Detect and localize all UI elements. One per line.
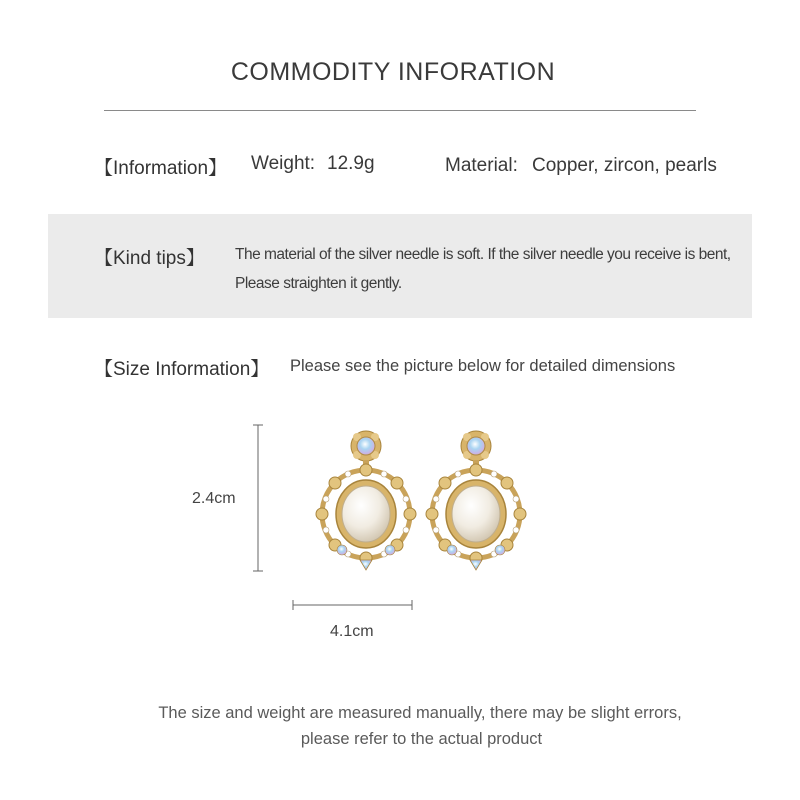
height-dimension-label: 2.4cm (192, 490, 236, 507)
height-dimension-line (250, 424, 266, 574)
width-dimension-line (292, 598, 414, 612)
kind-tips-line-2: Please straighten it gently. (235, 275, 402, 292)
left-earring (316, 431, 416, 570)
material-label: Material: (445, 155, 518, 176)
kind-tips-line-1: The material of the silver needle is soft. If the silver needle you receive is bent, (235, 246, 731, 263)
page-title: COMMODITY INFORATION (230, 58, 556, 86)
size-information-label: 【Size Information】 (94, 359, 270, 380)
weight-label: Weight: (251, 153, 316, 174)
right-earring (426, 431, 526, 570)
earrings-product-image (300, 420, 540, 580)
material-value: Copper, zircon, pearls (532, 155, 717, 176)
kind-tips-label: 【Kind tips】 (94, 248, 205, 269)
title-divider (104, 110, 696, 111)
footer-note-line-1: The size and weight are measured manually, there may be slight errors, (158, 704, 682, 722)
footer-note-line-2: please refer to the actual product (300, 730, 543, 748)
weight-value: 12.9g (327, 153, 375, 174)
size-information-text: Please see the picture below for detailed dimensions (290, 357, 676, 375)
width-dimension-label: 4.1cm (330, 623, 374, 640)
information-label: 【Information】 (94, 158, 228, 179)
